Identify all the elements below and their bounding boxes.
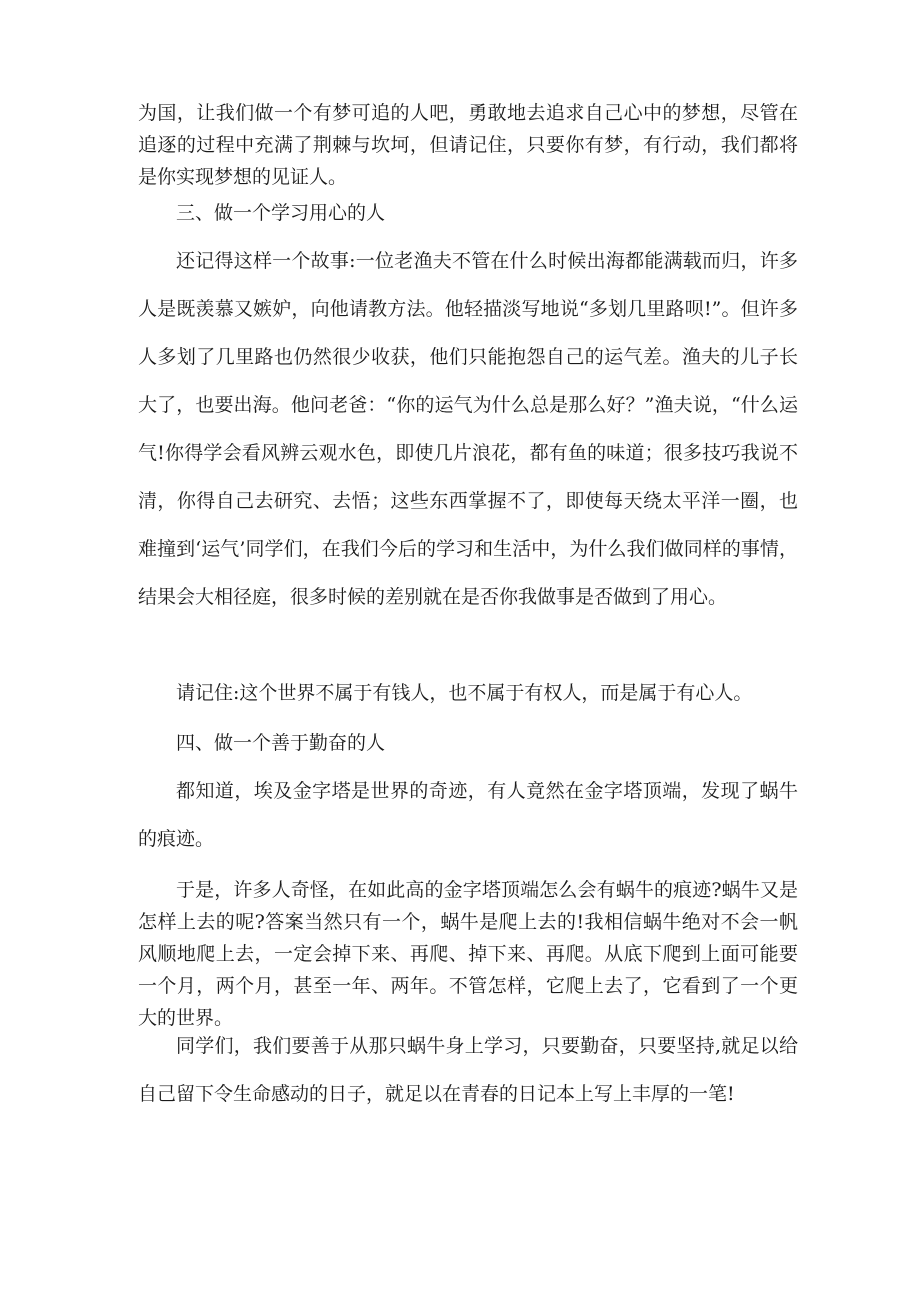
- section-heading-three: 三、做一个学习用心的人: [176, 202, 386, 224]
- section-heading-four: 四、做一个善于勤奋的人: [176, 732, 386, 754]
- paragraph-dream-conclusion: 为国，让我们做一个有梦可追的人吧，勇敢地去追求自己心中的梦想，尽管在追逐的过程中充满了荆棘与坎坷，但请记住，只要你有梦，有行动，我们都将是你实现梦想的见证人。: [138, 102, 798, 188]
- paragraph-fisherman-story: 还记得这样一个故事:一位老渔夫不管在什么时候出海都能满载而归，许多人是既羡慕又嫉妒，向他请教方法。他轻描淡写地说“多划几里路呗!”。但许多人多划了几里路也仍然很少收获，他们只能抱怨自己的运气差。渔夫的儿子长大了，也要出海。他问老爸：“你的运气为什么总是那么好？”渔夫说，“什么运气!你得学会看风辨云观水色，即使几片浪花，都有鱼的味道；很多技巧我说不清，你得自己去研究、去悟；这些东西掌握不了，即使每天绕太平洋一圈，也难撞到‘运气’同学们，在我们今后的学习和生活中，为什么我们做同样的事情，结果会大相径庭，很多时候的差别就在是否你我做事是否做到了用心。: [138, 250, 798, 608]
- paragraph-classmates: 同学们，我们要善于从那只蜗牛身上学习，只要勤奋，只要坚持,就足以给自己留下令生命感动的日子，就足以在青春的日记本上写上丰厚的一笔!: [138, 1035, 798, 1105]
- paragraph-snail: 于是，许多人奇怪，在如此高的金字塔顶端怎么会有蜗牛的痕迹?蜗牛又是怎样上去的呢?答案当然只有一个，蜗牛是爬上去的!我相信蜗牛绝对不会一帆风顺地爬上去，一定会掉下来、再爬、掉下来、再爬。从底下爬到上面可能要一个月，两个月，甚至一年、两年。不管怎样，它爬上去了，它看到了一个更大的世界。: [138, 879, 798, 1029]
- paragraph-pyramid: 都知道，埃及金字塔是世界的奇迹，有人竟然在金字塔顶端，发现了蜗牛的痕迹。: [138, 780, 798, 850]
- paragraph-remember: 请记住:这个世界不属于有钱人，也不属于有权人，而是属于有心人。: [176, 682, 753, 704]
